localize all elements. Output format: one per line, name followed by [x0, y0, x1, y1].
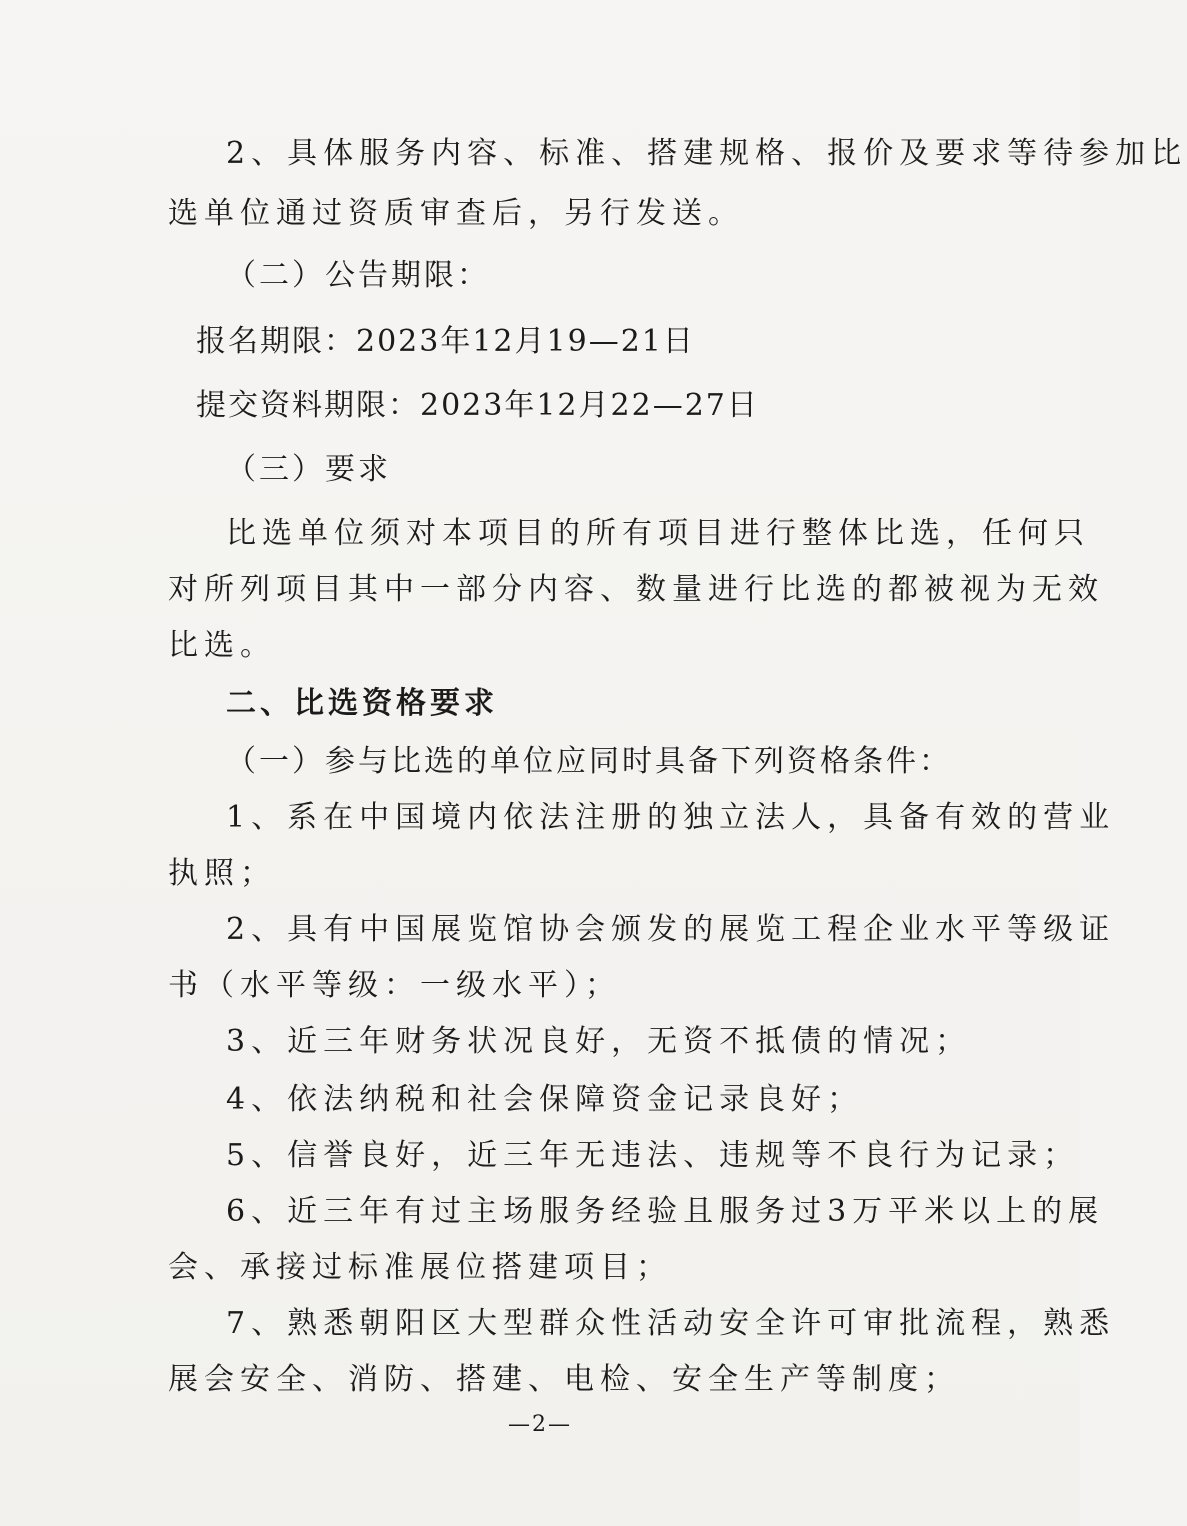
list-item: 1、系在中国境内依法注册的独立法人，具备有效的营业: [226, 800, 1116, 835]
section-subheading: （二）公告期限：: [226, 258, 490, 293]
list-item: 6、近三年有过主场服务经验且服务过3万平米以上的展: [226, 1194, 1105, 1229]
list-item: 3、近三年财务状况良好，无资不抵债的情况；: [226, 1024, 972, 1059]
list-item-continuation: 会、承接过标准展位搭建项目；: [168, 1250, 672, 1285]
list-item: 5、信誉良好，近三年无违法、违规等不良行为记录；: [226, 1138, 1080, 1173]
paragraph-line: 选单位通过资质审查后，另行发送。: [168, 196, 744, 231]
list-item: 4、依法纳税和社会保障资金记录良好；: [226, 1082, 864, 1117]
list-item: 7、熟悉朝阳区大型群众性活动安全许可审批流程，熟悉: [226, 1306, 1116, 1341]
paragraph-line: 比选单位须对本项目的所有项目进行整体比选，任何只: [226, 516, 1090, 551]
paragraph-line: 提交资料期限：2023年12月22—27日: [196, 388, 759, 423]
paragraph-line: 对所列项目其中一部分内容、数量进行比选的都被视为无效: [168, 572, 1104, 607]
list-item-continuation: 展会安全、消防、搭建、电检、安全生产等制度；: [168, 1362, 960, 1397]
paragraph-line: 2、具体服务内容、标准、搭建规格、报价及要求等待参加比: [226, 136, 1187, 171]
paragraph-line: 比选。: [168, 628, 276, 663]
page-number: —2—: [508, 1412, 572, 1437]
list-item-continuation: 执照；: [168, 856, 276, 891]
paragraph-line: 报名期限：2023年12月19—21日: [196, 324, 695, 359]
list-item-continuation: 书（水平等级：一级水平）；: [168, 968, 621, 1003]
section-heading: 二、比选资格要求: [226, 686, 498, 721]
list-item: 2、具有中国展览馆协会颁发的展览工程企业水平等级证: [226, 912, 1116, 947]
paragraph-line: （一）参与比选的单位应同时具备下列资格条件：: [226, 744, 952, 779]
section-subheading: （三）要求: [226, 452, 391, 487]
